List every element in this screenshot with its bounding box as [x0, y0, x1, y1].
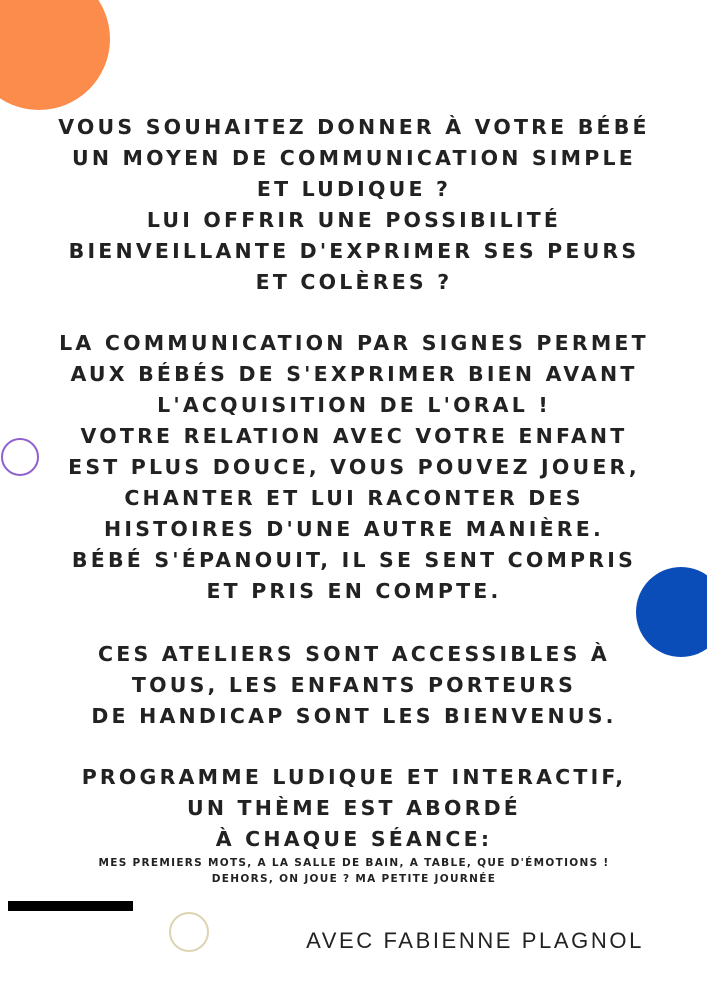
- beige-ring-decoration: [169, 912, 209, 952]
- intro-line: ET LUDIQUE ?: [256, 177, 452, 201]
- benefits-line: AUX BÉBÉS DE S'EXPRIMER BIEN AVANT: [70, 362, 638, 386]
- intro-paragraph: [24, 112, 684, 298]
- program-line: À CHAQUE SÉANCE:: [215, 827, 493, 851]
- accessibility-paragraph: [24, 639, 684, 732]
- themes-line: MES PREMIERS MOTS, A LA SALLE DE BAIN, A TABLE, QUE D'ÉMOTIONS !: [98, 857, 610, 869]
- intro-line: LUI OFFRIR UNE POSSIBILITÉ: [146, 208, 562, 232]
- orange-circle-decoration: [0, 0, 110, 110]
- intro-line: ET COLÈRES ?: [255, 270, 453, 294]
- benefits-line: LA COMMUNICATION PAR SIGNES PERMET: [59, 331, 649, 355]
- intro-line: VOUS SOUHAITEZ DONNER À VOTRE BÉBÉ: [58, 115, 650, 139]
- benefits-line: BÉBÉ S'ÉPANOUIT, IL SE SENT COMPRIS: [71, 548, 637, 572]
- intro-line: BIENVEILLANTE D'EXPRIMER SES PEURS: [68, 239, 640, 263]
- themes-list: [24, 855, 684, 887]
- benefits-line: CHANTER ET LUI RACONTER DES: [124, 486, 584, 510]
- benefits-line: HISTOIRES D'UNE AUTRE MANIÈRE.: [104, 517, 604, 541]
- accessibility-line: DE HANDICAP SONT LES BIENVENUS.: [91, 704, 617, 728]
- benefits-paragraph: [24, 328, 684, 607]
- signature: AVEC FABIENNE PLAGNOL: [306, 928, 644, 953]
- intro-line: UN MOYEN DE COMMUNICATION SIMPLE: [72, 146, 636, 170]
- benefits-line: VOTRE RELATION AVEC VOTRE ENFANT: [80, 424, 628, 448]
- accessibility-line: TOUS, LES ENFANTS PORTEURS: [131, 673, 577, 697]
- accessibility-line: CES ATELIERS SONT ACCESSIBLES À: [98, 642, 610, 666]
- program-paragraph: [24, 762, 684, 855]
- program-line: UN THÈME EST ABORDÉ: [186, 796, 522, 820]
- benefits-line: L'ACQUISITION DE L'ORAL !: [157, 393, 551, 417]
- benefits-line: EST PLUS DOUCE, VOUS POUVEZ JOUER,: [68, 455, 640, 479]
- benefits-line: ET PRIS EN COMPTE.: [206, 579, 502, 603]
- themes-line: DEHORS, ON JOUE ? MA PETITE JOURNÉE: [211, 873, 497, 885]
- black-bar-decoration: [8, 901, 133, 911]
- program-line: PROGRAMME LUDIQUE ET INTERACTIF,: [81, 765, 627, 789]
